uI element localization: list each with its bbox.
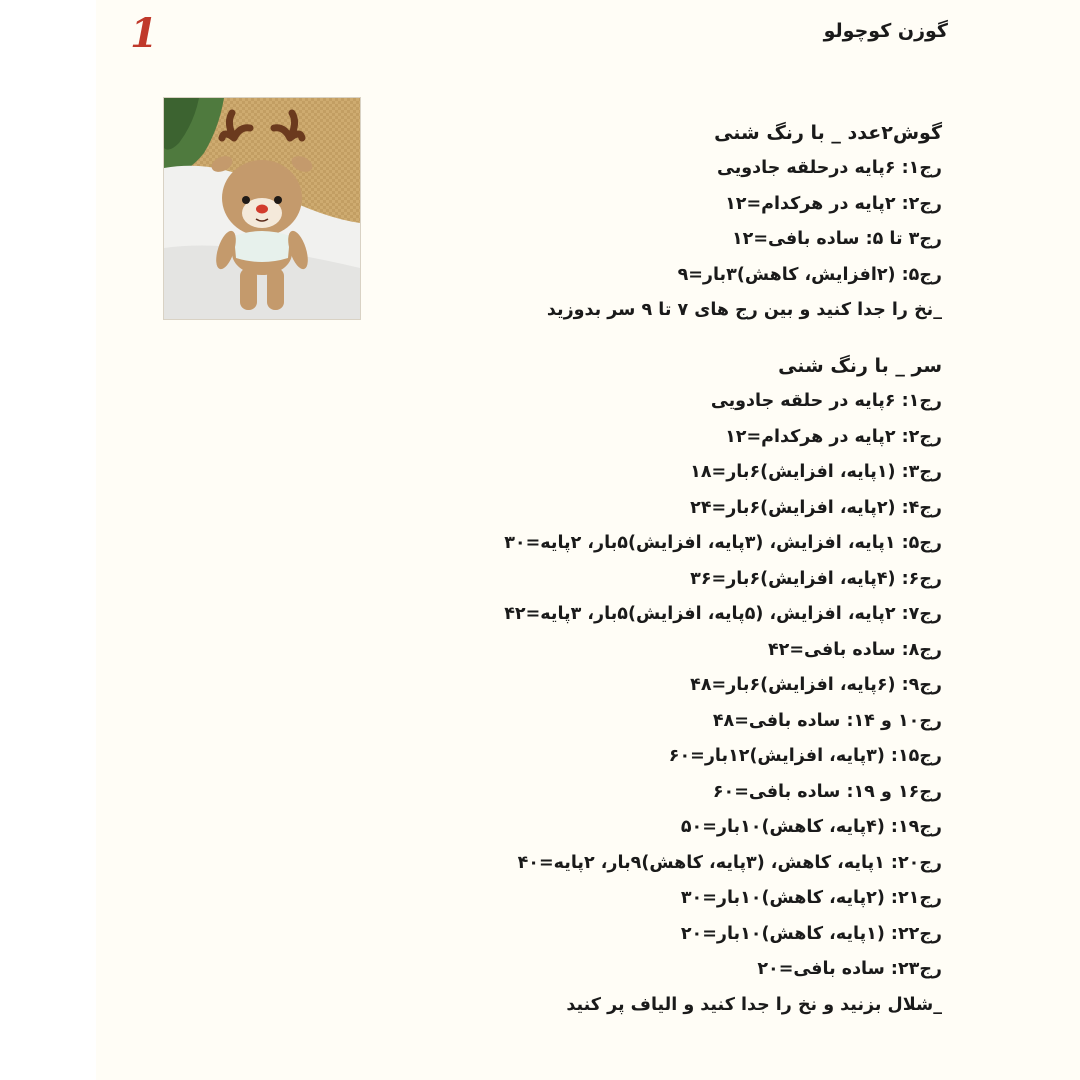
head-row-18: _شلال بزنید و نخ را جدا کنید و الیاف پر کنید (566, 994, 942, 1015)
head-heading: سر _ با رنگ شنی (778, 355, 942, 377)
head-row-14: رج۲۰: ۱پایه، کاهش، (۳پایه، کاهش)۹بار، ۲پایه=۴۰ (517, 852, 942, 873)
ears-row-1: رج۱: ۶پایه درحلقه جادویی (716, 158, 942, 178)
head-row-3: رج۳: (۱پایه، افزایش)۶بار=۱۸ (690, 462, 942, 482)
ears-row-2: رج۲: ۲پایه در هرکدام=۱۲ (725, 193, 942, 214)
ears-row-4: رج۵: (۲افزایش، کاهش)۳بار=۹ (677, 264, 942, 285)
ears-heading: گوش۲عدد _ با رنگ شنی (714, 122, 942, 144)
crocheted-deer-icon (164, 98, 360, 319)
head-row-15: رج۲۱: (۲پایه، کاهش)۱۰بار=۳۰ (680, 888, 942, 908)
head-row-13: رج۱۹: (۴پایه، کاهش)۱۰بار=۵۰ (680, 817, 942, 837)
page-title: گوزن کوچولو (823, 20, 948, 42)
head-row-4: رج۴: (۲پایه، افزایش)۶بار=۲۴ (690, 497, 942, 518)
head-row-10: رج۱۰ و ۱۴: ساده بافی=۴۸ (712, 710, 942, 731)
head-section (504, 348, 942, 1023)
head-row-6: رج۶: (۴پایه، افزایش)۶بار=۳۶ (690, 568, 942, 589)
head-row-16: رج۲۲: (۱پایه، کاهش)۱۰بار=۲۰ (680, 923, 942, 944)
head-row-2: رج۲: ۲پایه در هرکدام=۱۲ (725, 426, 942, 447)
ears-row-5: _نخ را جدا کنید و بین رج های ۷ تا ۹ سر بدوزید (546, 300, 942, 320)
page-number: 1 (130, 10, 158, 57)
head-row-7: رج۷: ۲پایه، افزایش، (۵پایه، افزایش)۵بار، ۳پایه=۴۲ (504, 604, 942, 624)
ears-section (547, 115, 942, 329)
head-row-11: رج۱۵: (۳پایه، افزایش)۱۲بار=۶۰ (668, 746, 942, 766)
head-row-17: رج۲۳: ساده بافی=۲۰ (757, 959, 942, 979)
head-row-1: رج۱: ۶پایه در حلقه جادویی (710, 391, 942, 411)
ears-row-3: رج۳ تا ۵: ساده بافی=۱۲ (731, 229, 942, 249)
head-row-9: رج۹: (۶پایه، افزایش)۶بار=۴۸ (690, 675, 942, 695)
deer-photo (163, 97, 361, 320)
head-row-5: رج۵: ۱پایه، افزایش، (۳پایه، افزایش)۵بار، ۲پایه=۳۰ (504, 533, 942, 553)
head-row-12: رج۱۶ و ۱۹: ساده بافی=۶۰ (712, 781, 942, 802)
head-row-8: رج۸: ساده بافی=۴۲ (768, 639, 942, 660)
